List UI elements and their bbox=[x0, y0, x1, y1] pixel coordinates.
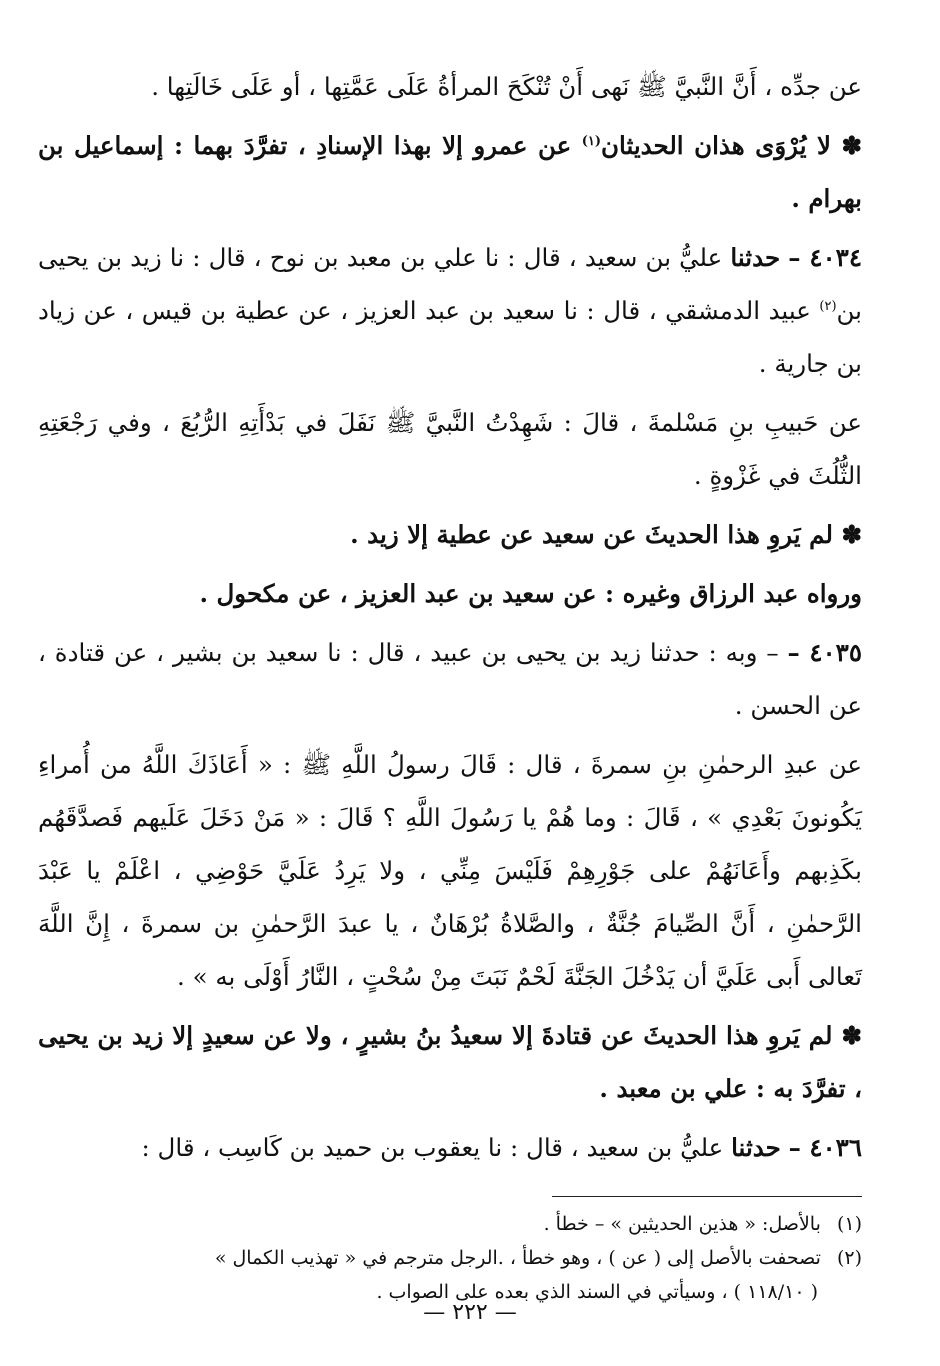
paragraph-4 bbox=[38, 396, 862, 502]
paragraph-6-text: ورواه عبد الرزاق وغيره : عن سعيد بن عبد العزيز ، عن مكحول . bbox=[199, 579, 862, 608]
footnote-divider bbox=[552, 1196, 862, 1197]
paragraph-2-text-cont: عن عمرو إلا بهذا الإسنادِ ، تفرَّدَ بهما : إسماعيل بن بهرام . bbox=[38, 131, 862, 213]
paragraph-8-text: عن عبدِ الرحمٰنِ بنِ سمرةَ ، قال : قَالَ رسولُ اللَّهِ ﷺ : « أَعَاذَكَ اللَّهُ من أُمراءِ يَكُونونَ بَعْدِي » ، قَالَ : وما هُمْ يا رَسُولَ اللَّهِ ؟ قَالَ : « مَنْ دَخَلَ عَلَيهم فَصدَّقَهُم بكَذِبهم وأَعَانَهُمْ على جَوْرِهِمْ فَلَيْسَ مِنِّي ، ولا يَرِدُ عَلَيَّ حَوْضِي ، اعْلَمْ يا عَبْدَ الرَّحمٰنِ ، أَنَّ الصِّيامَ جُنَّةٌ ، والصَّلاةُ بُرْهَانٌ ، يا عبدَ الرَّحمٰنِ بن سمرةَ ، إِنَّ اللَّهَ تَعالى أَبى عَلَيَّ أن يَدْخُلَ الجَنَّةَ لَحْمٌ نَبَتَ مِنْ سُحْتٍ ، النَّارُ أَوْلَى به » . bbox=[38, 750, 862, 991]
hadith-text: عليُّ بن سعيد ، قال : نا علي بن معبد بن نوح ، قال : نا زيد بن يحيى بن bbox=[38, 243, 862, 325]
footnote-ref-2[interactable]: (٢) bbox=[819, 298, 837, 314]
hadith-lead: حدثنا bbox=[731, 1133, 781, 1162]
footnote-1 bbox=[38, 1207, 862, 1241]
hadith-lead: حدثنا bbox=[730, 243, 781, 272]
paragraph-9-text: لم يَروِ هذا الحديثَ عن قتادةَ إلا سعيدُ بنُ بشيرٍ ، ولا عن سعيدٍ إلا زيد بن يحيى ، تفرَّدَ به : علي بن معبد . bbox=[38, 1021, 862, 1103]
hadith-text: عليُّ بن سعيد ، قال : نا يعقوب بن حميد بن كَاسِب ، قال : bbox=[141, 1133, 732, 1162]
hadith-4034 bbox=[38, 231, 862, 390]
footnote-text-cont: ( ١١٨/١٠ ) ، وسيأتي في السند الذي بعده على الصواب . bbox=[376, 1281, 818, 1303]
paragraph-2-note bbox=[38, 119, 862, 225]
paragraph-9-note bbox=[38, 1009, 862, 1115]
star-bullet-icon: ✽ bbox=[841, 1021, 862, 1050]
footnote-number: (٢) bbox=[836, 1247, 862, 1269]
paragraph-5-text: لم يَروِ هذا الحديثَ عن سعيد عن عطية إلا زيد . bbox=[350, 520, 833, 549]
paragraph-1-text: عن جدِّه ، أَنَّ النَّبيَّ ﷺ نَهى أَنْ تُنْكَحَ المرأةُ عَلَى عَمَّتِها ، أو عَلَى خَالَتِها . bbox=[151, 72, 862, 101]
hadith-text: – وبه : حدثنا زيد بن يحيى بن عبيد ، قال : نا سعيد بن بشير ، عن قتادة ، عن الحسن . bbox=[38, 638, 862, 720]
hadith-4036 bbox=[38, 1121, 862, 1174]
paragraph-5-note bbox=[38, 508, 862, 561]
hadith-number: ٤٠٣٥ – bbox=[787, 638, 862, 667]
footnote-text: تصحفت بالأصل إلى ( عن ) ، وهو خطأ ، .الرجل مترجم في « تهذيب الكمال » bbox=[214, 1247, 821, 1269]
footnote-ref-1[interactable]: (١) bbox=[581, 133, 601, 149]
footnote-2 bbox=[38, 1241, 862, 1309]
star-bullet-icon: ✽ bbox=[841, 520, 862, 549]
paragraph-4-text: عن حَبيبِ بنِ مَسْلمةَ ، قالَ : شَهِدْتُ النَّبيَّ ﷺ نَفَلَ في بَدْأَتِهِ الرُّبُعَ ، وفي رَجْعَتِهِ الثُّلُثَ في غَزْوةٍ . bbox=[38, 408, 862, 490]
paragraph-8 bbox=[38, 738, 862, 1003]
hadith-text-cont: عبيد الدمشقي ، قال : نا سعيد بن عبد العزيز ، عن عطية بن قيس ، عن زياد بن جارية . bbox=[38, 296, 862, 378]
paragraph-1 bbox=[38, 60, 862, 113]
paragraph-2-text: لا يُرْوَى هذان الحديثان bbox=[601, 131, 831, 160]
page-number: — ٢٢٢ — bbox=[423, 1300, 517, 1325]
hadith-number: ٤٠٣٦ – bbox=[788, 1133, 862, 1162]
hadith-4035 bbox=[38, 626, 862, 732]
footnote-text: بالأصل: « هذين الحديثين » – خطأ . bbox=[543, 1213, 821, 1235]
paragraph-6-note bbox=[38, 567, 862, 620]
hadith-number: ٤٠٣٤ – bbox=[788, 243, 862, 272]
footnote-number: (١) bbox=[836, 1213, 862, 1235]
star-bullet-icon: ✽ bbox=[841, 131, 862, 160]
